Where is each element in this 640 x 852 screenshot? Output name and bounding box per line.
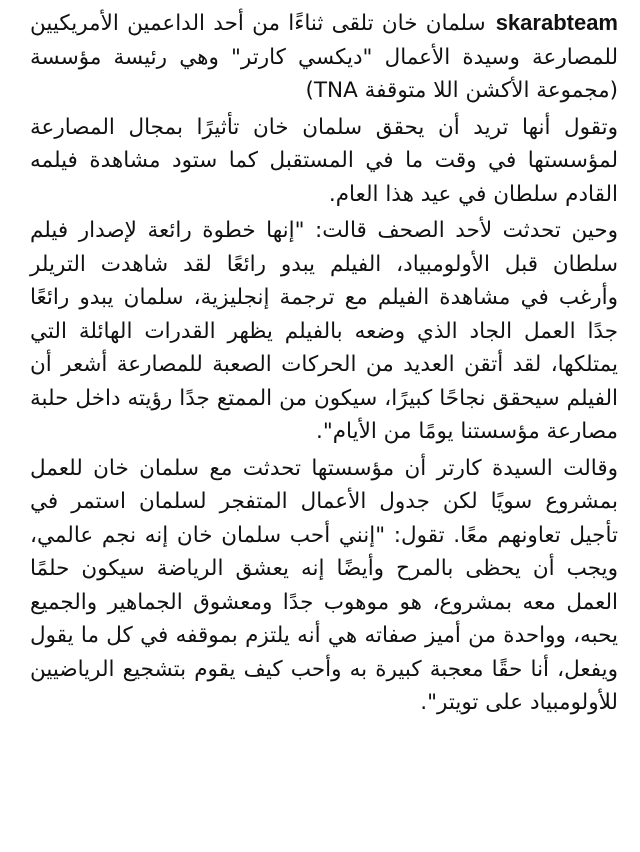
post-caption [30,6,618,720]
caption-paragraph-1 [30,6,618,108]
caption-text-1: سلمان خان تلقى ثناءًا من أحد الداعمين الأمريكيين للمصارعة وسيدة الأعمال "ديكسي كارتر" وهي رئيسة مؤسسة (مجموعة الأكشن اللا متوقفة TNA) [30,11,618,103]
caption-paragraph-2: وتقول أنها تريد أن يحقق سلمان خان تأثيرًا بمجال المصارعة لمؤسستها في وقت ما في المستقبل كما ستود مشاهدة فيلمه القادم سلطان في عيد هذا العام. [30,114,618,207]
username-link[interactable]: skarabteam [495,10,618,35]
caption-paragraph-4: وقالت السيدة كارتر أن مؤسستها تحدثت مع سلمان خان للعمل بمشروع سويًا لكن جدول الأعمال المتفجر لسلمان استمر في تأجيل تعاونهم معًا. تقول: "إنني أحب سلمان خان إنه نجم عالمي، ويجب أن يحظى بالمرح وأيضًا إنه يعشق الرياضة سيكون حلمًا العمل معه بمشروع، هو موهوب جدًا ومعشوق الجماهير والجميع يحبه، وواحدة من أميز صفاته هي أنه يلتزم بموقفه في كل ما يقول ويفعل، أنا حقًا معجبة كبيرة به وأحب كيف يقوم بتشجيع الرياضيين للأولومبياد على تويتر". [30,455,618,715]
caption-paragraph-3: وحين تحدثت لأحد الصحف قالت: "إنها خطوة رائعة لإصدار فيلم سلطان قبل الأولومبياد، الفيلم يبدو رائعًا لقد شاهدت التريلر وأرغب في مشاهدة الفيلم مع ترجمة إنجليزية، سلمان يبدو رائعًا جدًا العمل الجاد الذي وضعه بالفيلم يظهر القدرات الهائلة التي يمتلكها، لقد أتقن العديد من الحركات الصعبة للمصارعة أشعر أن الفيلم سيحقق نجاحًا كبيرًا، سيكون من الممتع جدًا رؤيته داخل حلبة مصارعة مؤسستنا يومًا من الأيام". [30,218,618,444]
